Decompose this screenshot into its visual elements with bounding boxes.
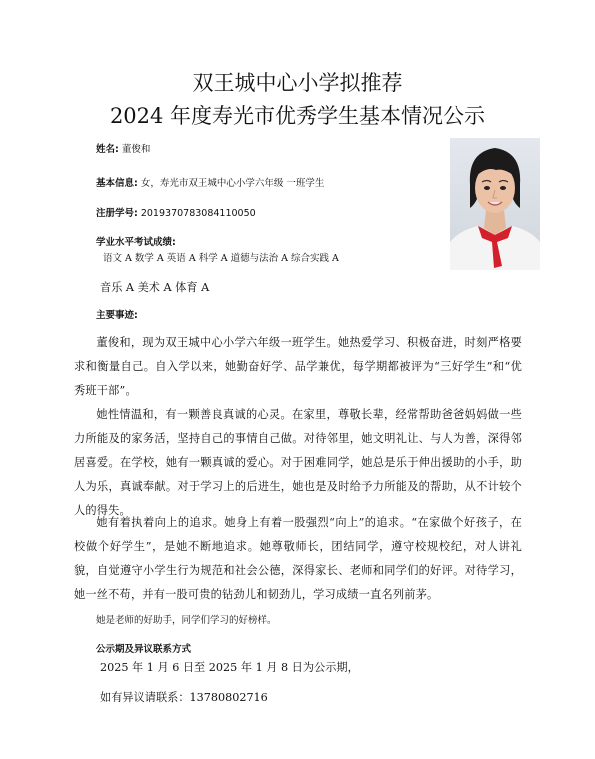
document-title-line1: 双王城中心小学拟推荐 (192, 71, 403, 95)
notice-label-row (96, 643, 191, 657)
deeds-label-row (96, 309, 138, 323)
document-title-line2: 2024 年度寿光市优秀学生基本情况公示 (109, 104, 486, 128)
name-label: 姓名: (96, 144, 119, 155)
student-name: 董俊和 (121, 144, 151, 155)
scores-label (96, 236, 176, 250)
name-row (96, 143, 150, 157)
notice-contact: 如有异议请联系：13780802716 (100, 691, 268, 704)
notice-label: 公示期及异议联系方式 (96, 644, 192, 655)
registration-id-value: 2019370783084110050 (140, 208, 256, 219)
scores-line1: 语文 A 数学 A 英语 A 科学 A 道德与法治 A 综合实践 A (103, 253, 339, 264)
student-photo (450, 138, 540, 270)
scores-label-text: 学业水平考试成绩: (96, 237, 176, 248)
deeds-summary: 她是老师的好助手，同学们学习的好榜样。 (96, 615, 277, 626)
basic-info-row (96, 177, 324, 191)
deeds-paragraph-3: 她有着执着向上的追求。她身上有着一股强烈“向上”的追求。“在家做个好孩子，在校做个好学生”，是她不断地追求。她尊敬师长，团结同学，遵守校规校纪，对人讲礼貌，自觉遵守小学生行为规范和社会公德，深得家长、老师和同学们的好评。对待学习，她一丝不苟，并有一股可贵的钻劲儿和韧劲儿，学习成绩一直名列前茅。 (74, 516, 522, 601)
scores-line2: 音乐 A 美术 A 体育 A (100, 281, 210, 294)
deeds-label: 主要事迹: (96, 310, 138, 321)
registration-id-row (96, 207, 256, 221)
basic-info-label: 基本信息: (96, 178, 138, 189)
registration-id-label: 注册学号: (96, 208, 138, 219)
notice-period: 2025 年 1 月 6 日至 2025 年 1 月 8 日为公示期， (100, 661, 359, 674)
deeds-paragraph-1: 董俊和，现为双王城中心小学六年级一班学生。她热爱学习、积极奋进，时刻严格要求和衡量自己。自入学以来，她勤奋好学、品学兼优，每学期都被评为“三好学生”和“优秀班干部”。 (74, 336, 522, 397)
basic-info-value: 女，寿光市双王城中心小学六年级 一班学生 (140, 178, 325, 189)
student-portrait-icon (450, 138, 540, 270)
deeds-paragraph-2: 她性情温和，有一颗善良真诚的心灵。在家里，尊敬长辈，经常帮助爸爸妈妈做一些力所能及的家务活，坚持自己的事情自己做。对待邻里，她文明礼让、与人为善，深得邻居喜爱。在学校，她有一颗真诚的爱心。对于困难同学，她总是乐于伸出援助的小手，助人为乐，真诚奉献。对于学习上的后进生，她也是及时给予力所能及的帮助，从不计较个人的得失。 (74, 408, 522, 517)
